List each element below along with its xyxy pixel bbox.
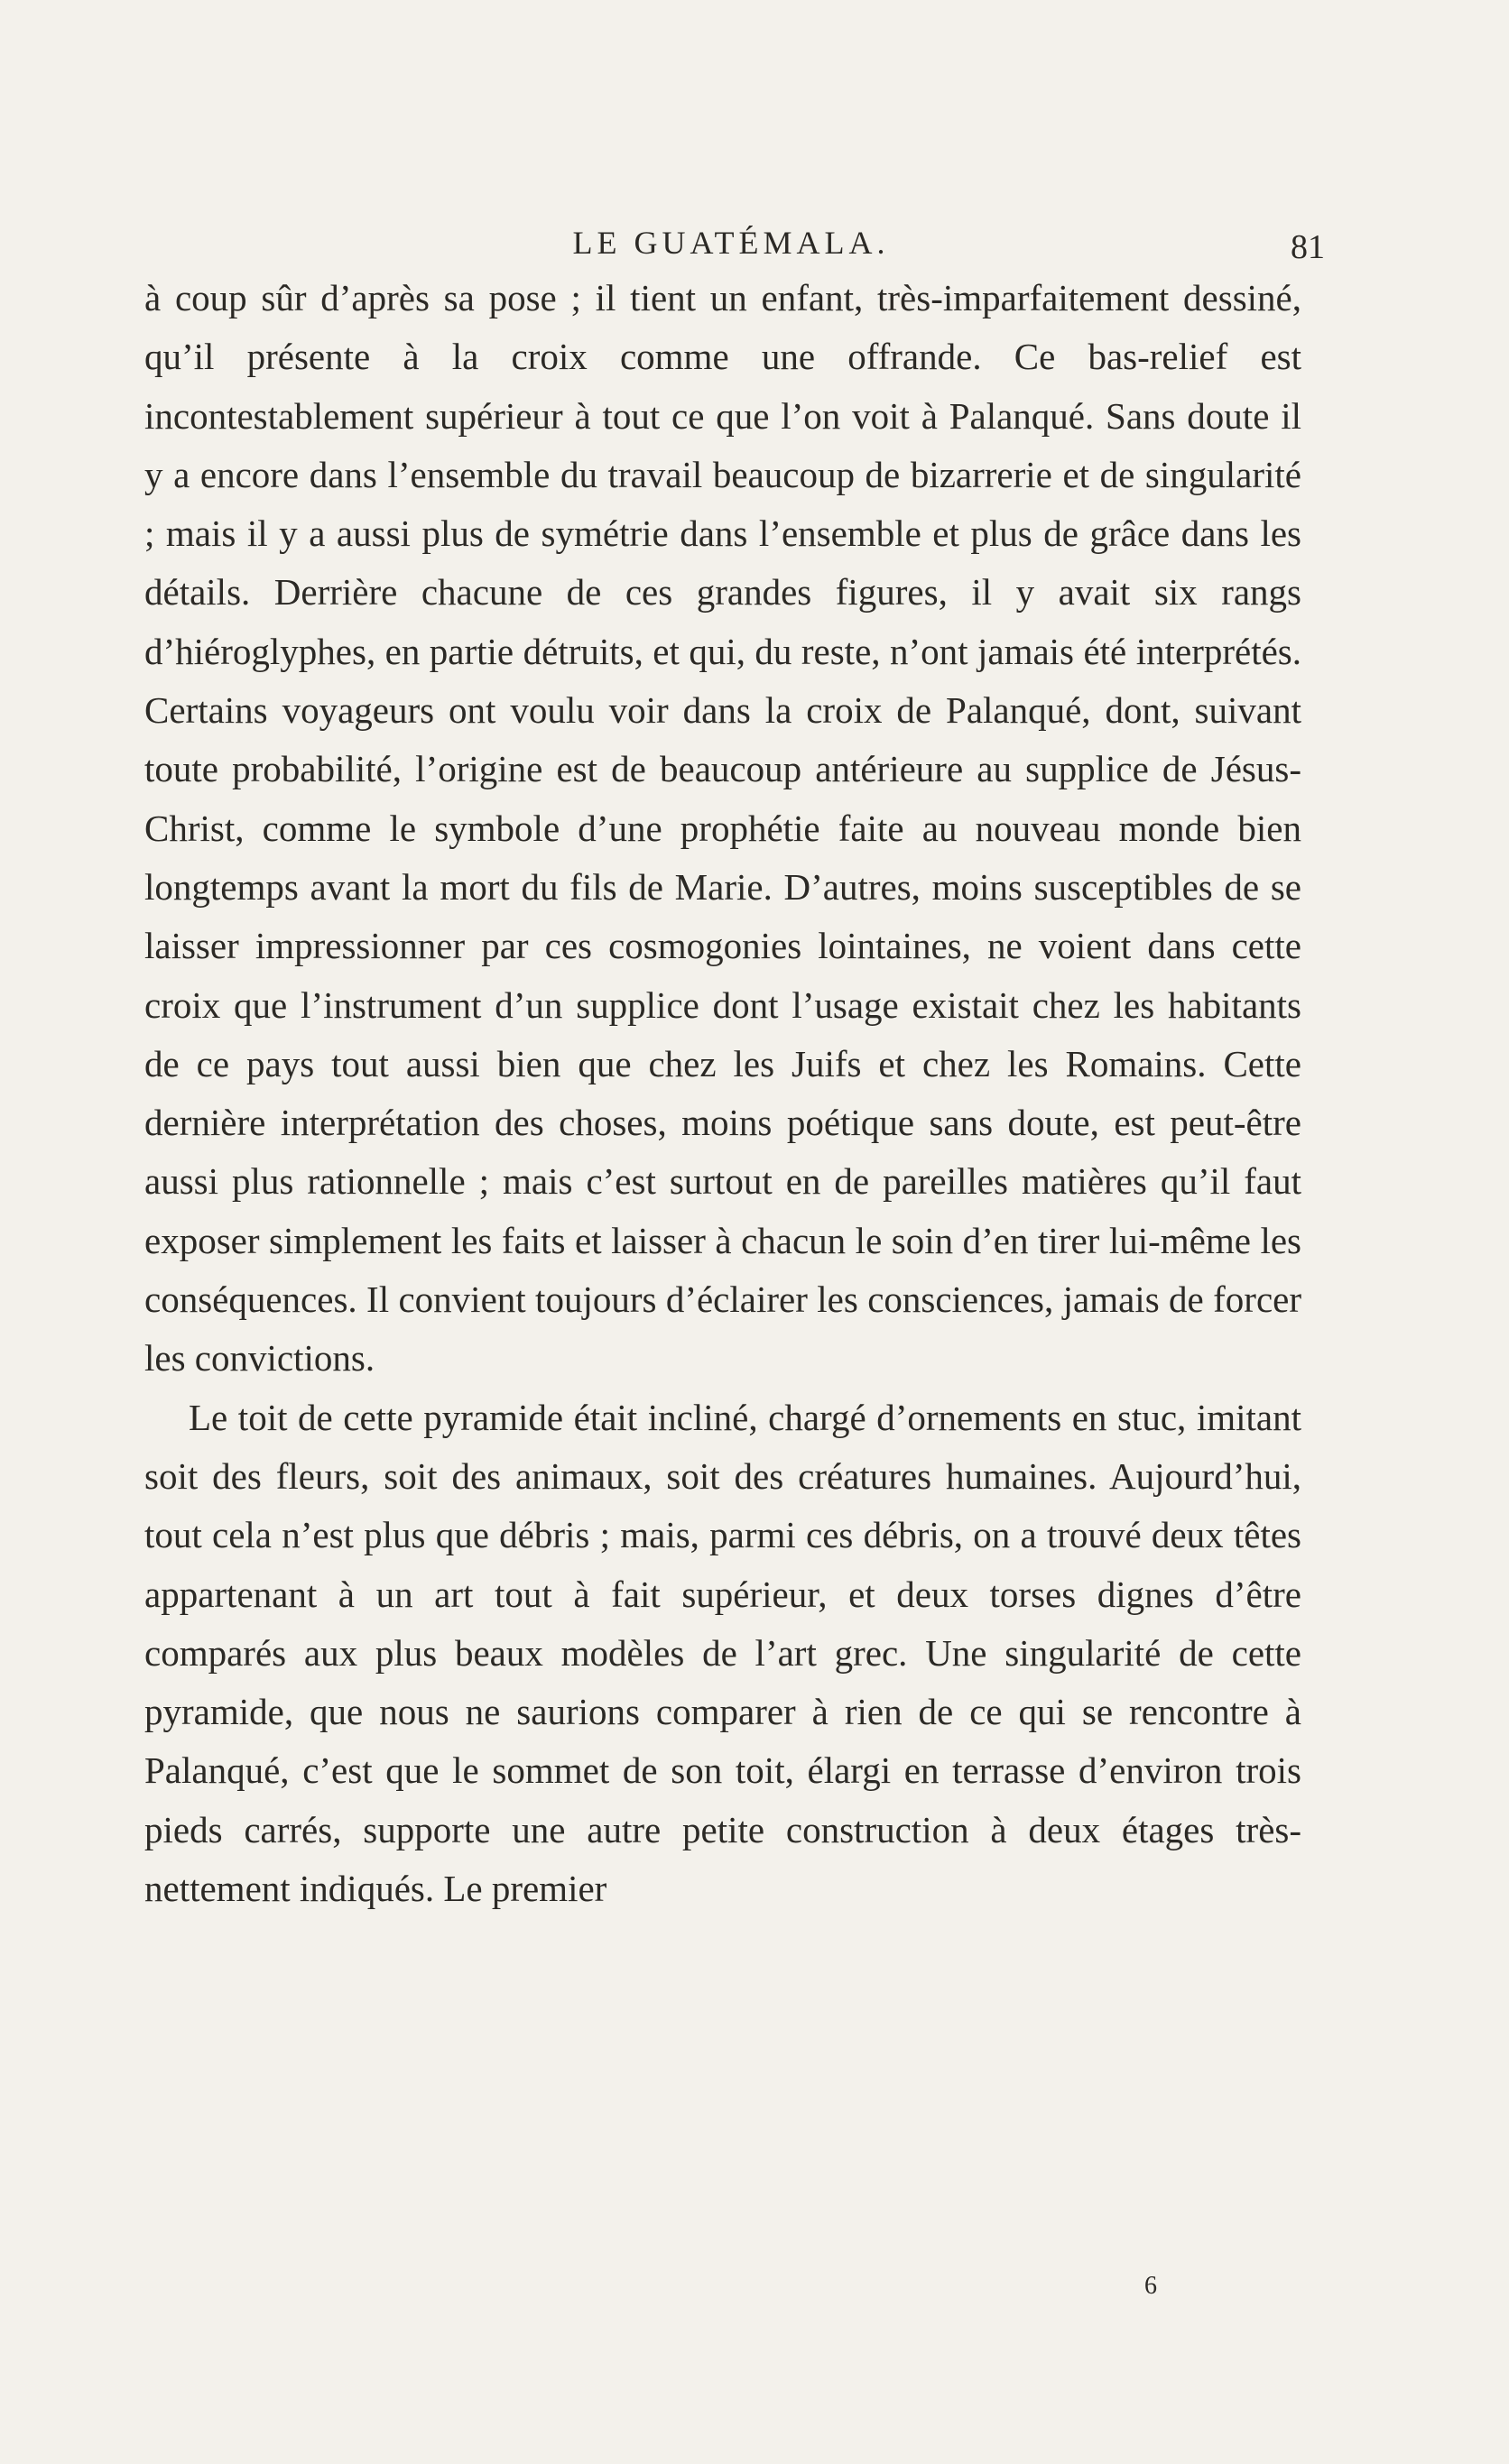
signature-mark: 6 [1144,2272,1157,2300]
page-number: 81 [1291,228,1325,266]
paragraph: Le toit de cette pyramide était incliné, chargé d’ornements en stuc, imitant soit des fleurs, soit des animaux, soit des créatures humaines. Aujourd’hui, tout cela n’est plus que débris ; mais, parmi ces débris, on a trouvé deux têtes appartenant à un art tout à fait supérieur, et deux torses dignes d’être comparés aux plus beaux modèles de l’art grec. Une singularité de cette pyramide, que nous ne saurions comparer à rien de ce qui se rencontre à Palanqué, c’est que le sommet de son toit, élargi en terrasse d’environ trois pieds carrés, supporte une autre petite construction à deux étages très-nettement indiqués. Le premier [144,1396,1301,1910]
paragraph-continued: à coup sûr d’après sa pose ; il tient un enfant, très-imparfaitement dessiné, qu’il présente à la croix comme une offrande. Ce bas-relief est incontestablement supérieur à tout ce que l’on voit à Palanqué. Sans doute il y a encore dans l’ensemble du travail beaucoup de bizarrerie et de singularité ; mais il y a aussi plus de symétrie dans l’ensemble et plus de grâce dans les détails. Derrière chacune de ces grandes figures, il y avait six rangs d’hiéroglyphes, en partie détruits, et qui, du reste, n’ont jamais été interprétés. Certains voyageurs ont voulu voir dans la croix de Palanqué, dont, suivant toute probabilité, l’origine est de beaucoup antérieure au supplice de Jésus-Christ, comme le symbole d’une prophétie faite au nouveau monde bien longtemps avant la mort du fils de Marie. D’autres, moins susceptibles de se laisser impressionner par ces cosmogonies lointaines, ne voient dans cette croix que l’instrument d’un supplice dont l’usage existait chez les habitants de ce pays tout aussi bien que chez les Juifs et chez les Romains. Cette dernière interprétation des choses, moins poétique sans doute, est peut-être aussi plus rationnelle ; mais c’est surtout en de pareilles matières qu’il faut exposer simplement les faits et laisser à chacun le soin d’en tirer lui-même les conséquences. Il convient toujours d’éclairer les consciences, jamais de forcer les convictions. [144,277,1301,1380]
body-text [144,269,1301,1918]
running-title: LE GUATÉMALA. [572,225,890,261]
